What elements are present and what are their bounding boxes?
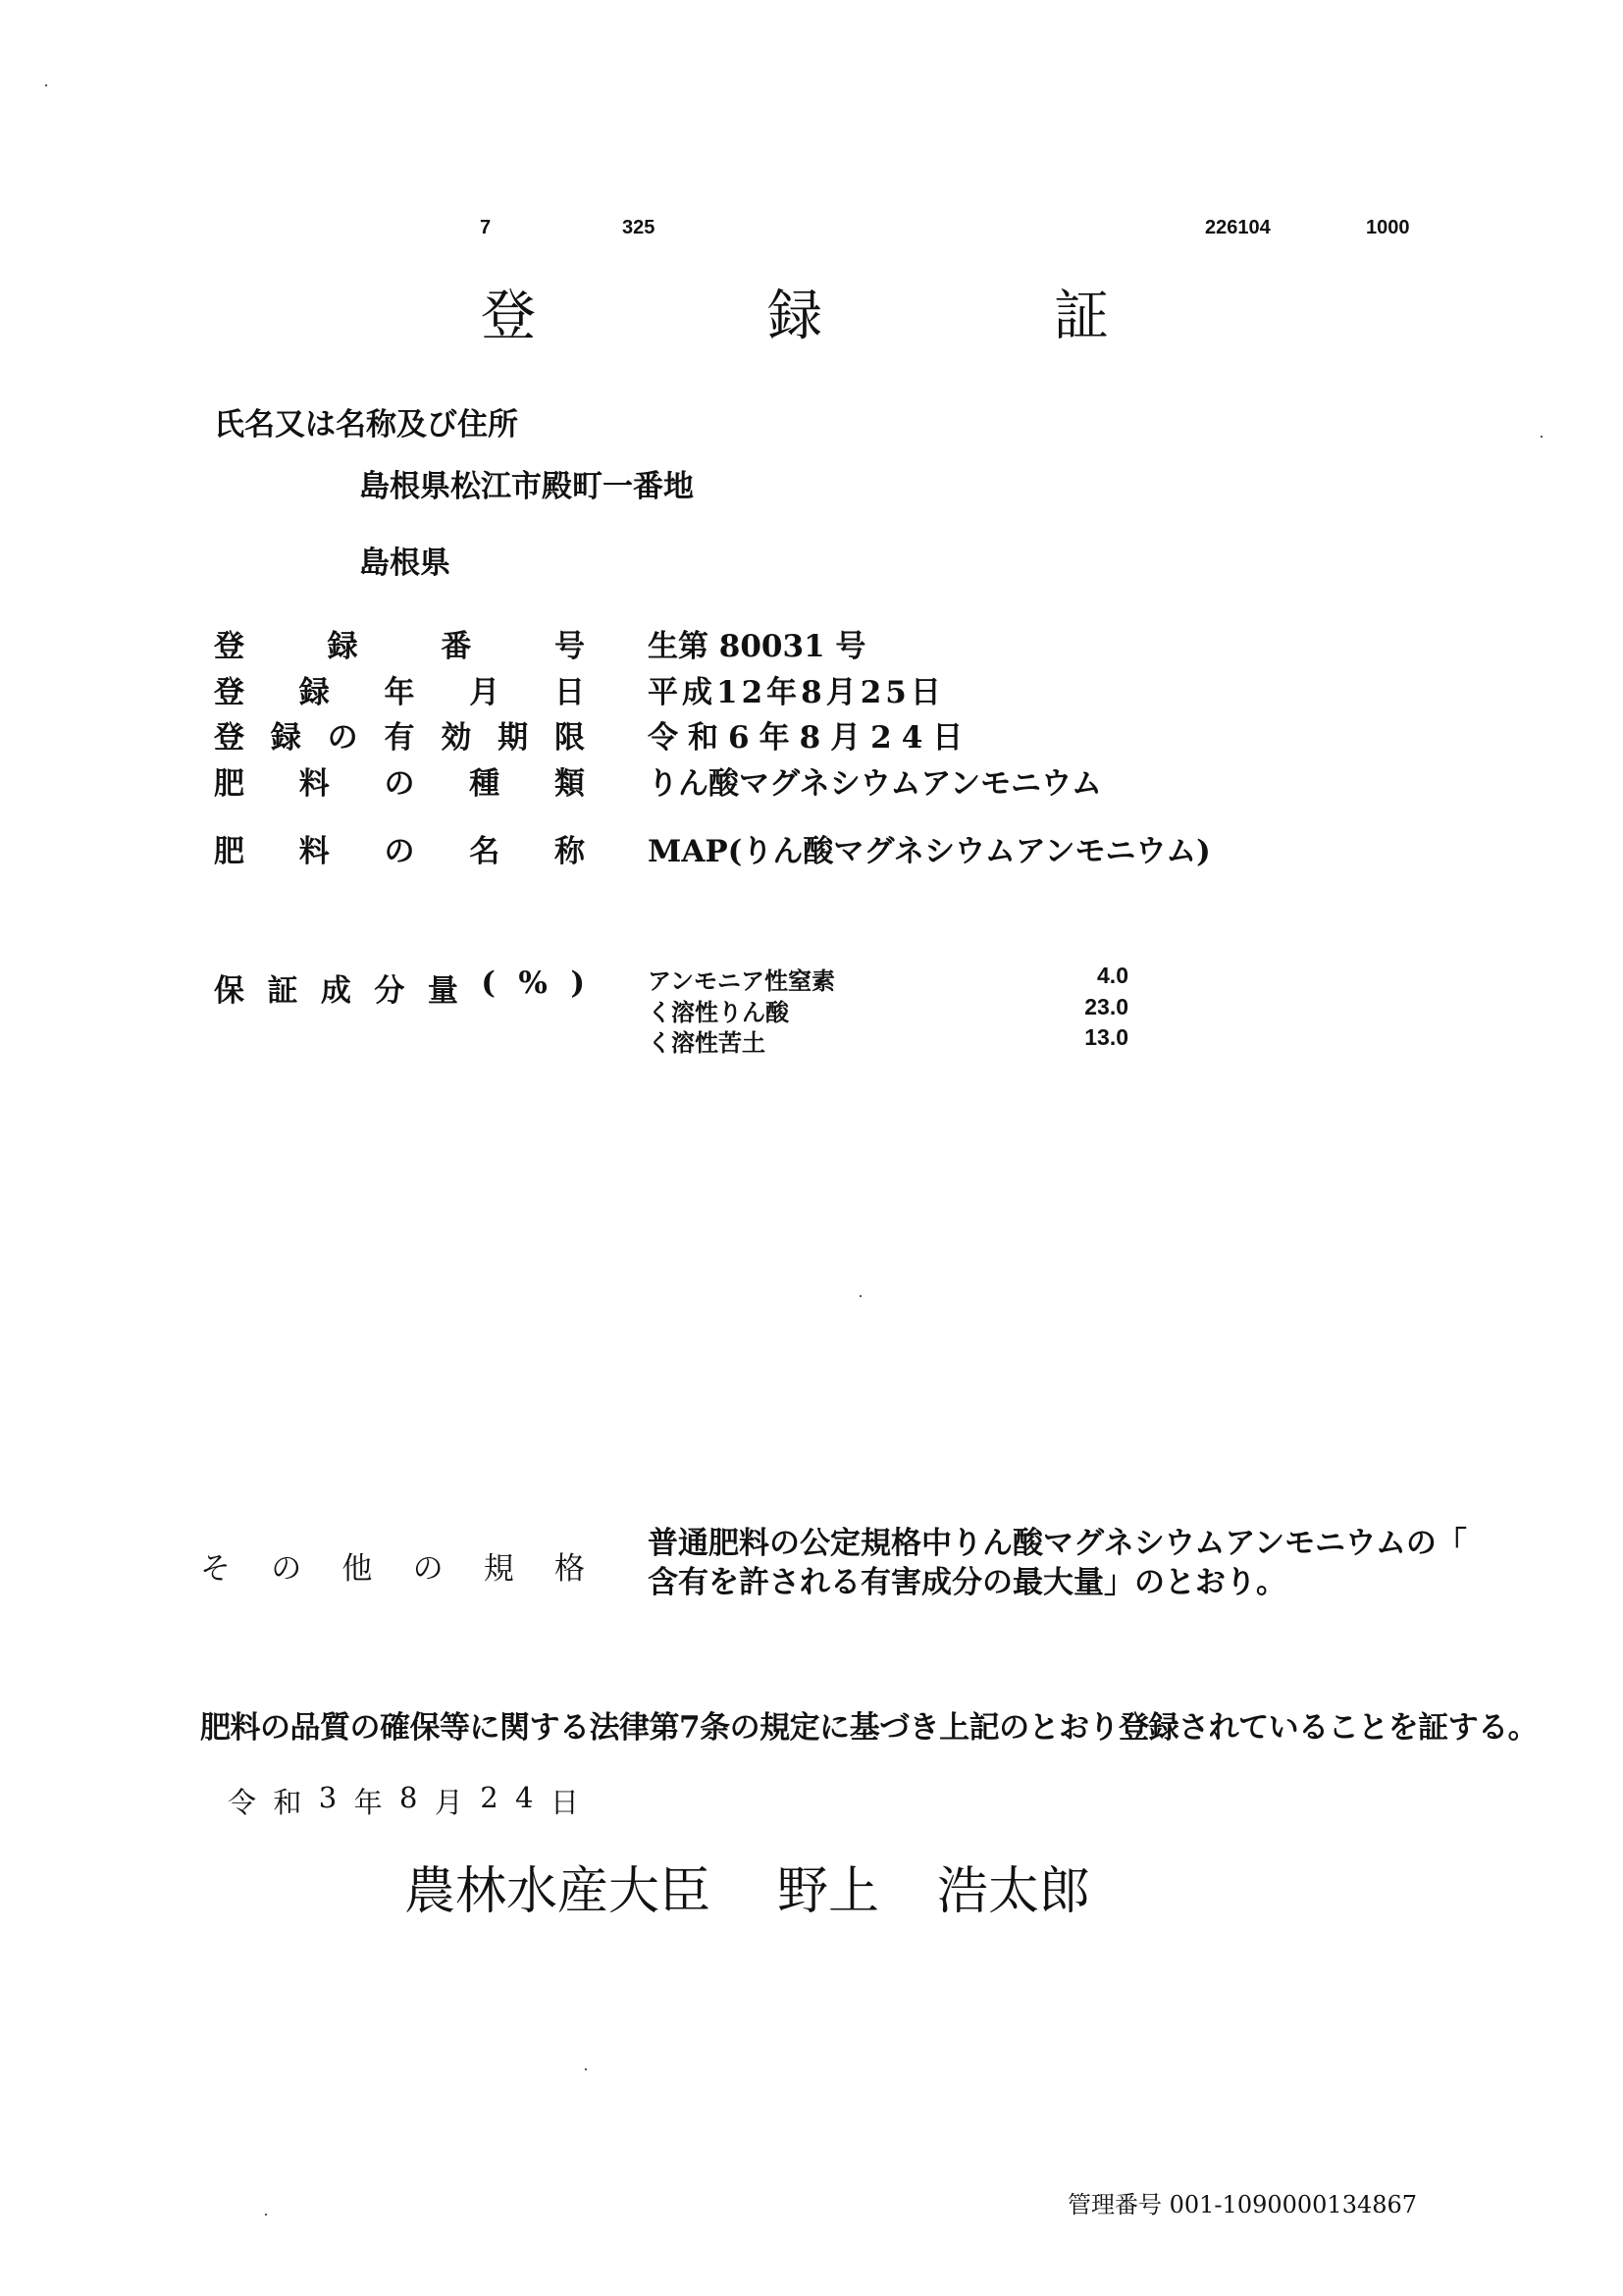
- header-code-4: 1000: [1366, 217, 1410, 238]
- component-name: く溶性苦土: [648, 1028, 765, 1057]
- title-char: 録: [767, 285, 822, 348]
- expiry-value: 令和6年8月24日: [648, 720, 973, 756]
- fertilizer-type-label: 肥 料 の 種 類: [214, 766, 585, 802]
- address: 島根県松江市殿町一番地: [359, 469, 694, 504]
- fertilizer-name-value: MAP(りん酸マグネシウムアンモニウム): [648, 834, 1211, 869]
- header-code-2: 325: [622, 217, 655, 238]
- minister-title: 農林水産大臣: [404, 1862, 711, 1921]
- other-spec-label: そ の 他 の 規 格: [200, 1551, 585, 1587]
- certification-statement: 肥料の品質の確保等に関する法律第7条の規定に基づき上記のとおり登録されていることを証する。: [200, 1710, 1539, 1746]
- component-value: 4.0: [1097, 963, 1128, 988]
- registration-number-value: 生第 80031 号: [648, 629, 866, 664]
- component-value: 13.0: [1084, 1024, 1128, 1050]
- scan-speck: [45, 84, 47, 86]
- registration-number-label: 登 録 番 号: [214, 629, 585, 664]
- registration-date-value: 平成12年8月25日: [648, 675, 945, 710]
- component-name: く溶性りん酸: [648, 998, 789, 1026]
- title-char: 登: [481, 285, 536, 348]
- document-title: [481, 273, 1109, 351]
- expiry-label: 登 録 の 有 効 期 限: [214, 720, 585, 756]
- registration-date-label: 登 録 年 月 日: [214, 675, 585, 710]
- title-char: 証: [1054, 285, 1109, 348]
- scan-speck: [1541, 436, 1543, 438]
- other-spec-line-1: 普通肥料の公定規格中りん酸マグネシウムアンモニウムの「: [648, 1526, 1467, 1561]
- scan-speck: [585, 2068, 587, 2070]
- scan-speck: [265, 2214, 267, 2216]
- scan-speck: [860, 1295, 862, 1297]
- minister-surname: 野上: [777, 1862, 880, 1921]
- component-value: 23.0: [1084, 994, 1128, 1019]
- name-address-label: 氏名又は名称及び住所: [214, 407, 518, 443]
- fertilizer-name-label: 肥 料 の 名 称: [214, 834, 585, 869]
- minister-given-name: 浩太郎: [937, 1862, 1091, 1921]
- header-code-3: 226104: [1205, 217, 1271, 238]
- management-number: 管理番号 001-1090000134867: [1068, 2191, 1418, 2218]
- component-name: アンモニア性窒素: [648, 966, 836, 995]
- components-label: 保 証 成 分 量 ( % ): [214, 965, 585, 1009]
- header-code-1: 7: [480, 217, 492, 238]
- issue-date: 令 和 3 年 8 月 2 4 日: [228, 1781, 579, 1819]
- fertilizer-type-value: りん酸マグネシウムアンモニウム: [648, 766, 1102, 802]
- other-spec-line-2: 含有を許される有害成分の最大量」のとおり。: [648, 1565, 1286, 1600]
- registrant-name: 島根県: [359, 546, 450, 581]
